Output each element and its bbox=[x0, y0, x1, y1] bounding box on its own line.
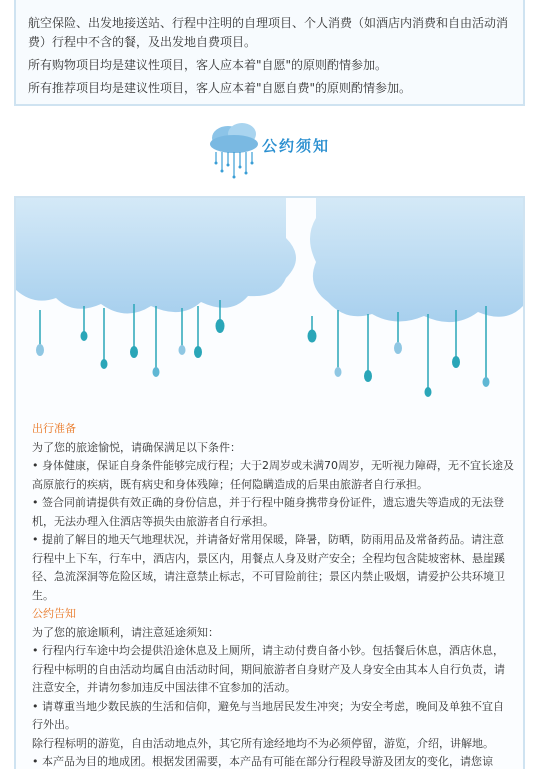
notice-heading: 公约告知 bbox=[32, 607, 76, 620]
preparation-item: • 身体健康，保证自身条件能够完成行程；大于2周岁或未满70周岁，无听视力障碍，无不宜长途及高原旅行的疾病，既有病史和身体残障；任何隐瞒造成的后果由旅游者自行承担。 bbox=[32, 459, 514, 491]
preparation-item: • 提前了解目的地天气地理状况，并请备好常用保暖，降暑，防晒，防雨用品及常备药品。请注意行程中上下车，行车中，酒店内，景区内，用餐点人身及财产安全；全程均包含陡坡密林、悬崖蹊径、急流深洞等危险区域，请注意禁止标志，不可冒险前往；景区内禁止吸烟，请爱护公共环境卫生。 bbox=[32, 533, 505, 602]
notice-item: • 行程内行车途中均会提供沿途休息及上厕所，请主动付费自备小钞。包括餐后休息，酒店休息，行程中标明的自由活动均属自由活动时间，期间旅游者自身财产及人身安全由其本人自行负责，请注意安全，并请勿参加违反中国法律不宜参加的活动。 bbox=[32, 644, 505, 694]
preparation-item: • 签合同前请提供有效正确的身份信息，并于行程中随身携带身份证件，遗忘遗失等造成的无法登机，无法办理入住酒店等损失由旅游者自行承担。 bbox=[32, 496, 504, 528]
note-fees: 航空保险、出发地接送站、行程中注明的自理项目、个人消费（如酒店内消费和自由活动消费）行程中不含的餐，及出发地自费项目。 bbox=[28, 16, 509, 49]
clouds-illustration bbox=[16, 198, 523, 418]
note-shopping: 所有购物项目均是建议性项目，客人应本着"自愿"的原则酌情参加。 bbox=[28, 58, 388, 72]
notice-item: • 本产品为目的地成团。根据发团需要，本产品有可能在部分行程段导游及团友的变化，请您谅 bbox=[32, 755, 493, 768]
section-title-block bbox=[0, 120, 539, 190]
section-title: 公约须知 bbox=[262, 137, 331, 155]
cloud-rain-icon bbox=[204, 120, 268, 182]
top-notes-card bbox=[14, 0, 525, 106]
preparation-intro: 为了您的旅途愉悦，请确保满足以下条件： bbox=[32, 440, 241, 454]
notice-item: 除行程标明的游览，自由活动地点外，其它所有途经地均不为必须停留，游览，介绍，讲解地。 bbox=[32, 736, 494, 750]
notice-intro: 为了您的旅途顺利，请注意延途须知： bbox=[32, 625, 219, 639]
notice-card bbox=[14, 196, 525, 769]
preparation-heading: 出行准备 bbox=[32, 422, 76, 435]
note-recommended: 所有推荐项目均是建议性项目，客人应本着"自愿自费"的原则酌情参加。 bbox=[28, 81, 412, 95]
notice-item: • 请尊重当地少数民族的生活和信仰，避免与当地居民发生冲突；为安全考虑，晚间及单独不宜自行外出。 bbox=[32, 699, 504, 731]
notice-content bbox=[32, 420, 514, 769]
